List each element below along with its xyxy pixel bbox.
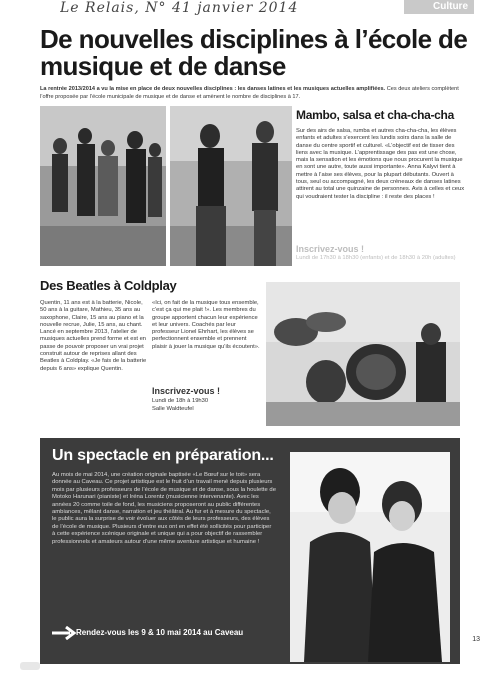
dance-photo-couples bbox=[40, 106, 166, 266]
mambo-text-quote: «L’objectif est de tisser des liens avec la musique. L’apprentissage des pas est une chose, mais la sensation et les émotions que nous procurent la musique en sont une autre, toute aussi importante». Anna Kalyvi tient à mettre à l’aise ses élèves, pour la plupart débutants. Ouvert à tous, seul ou accompagné, les deux créneaux de danses latines attirent au total une quinzaine de personnes. Avis à celles et ceux qui voudraient tester la discipline : il reste des places ! bbox=[296, 142, 465, 200]
spectacle-cta: Rendez-vous les 9 & 10 mai 2014 au Caveau bbox=[76, 628, 244, 637]
band-photo bbox=[266, 282, 460, 426]
beatles-title: Des Beatles à Coldplay bbox=[40, 278, 177, 293]
scan-mark bbox=[20, 662, 40, 670]
page-headline: De nouvelles disciplines à l’école de musique et de danse bbox=[40, 24, 468, 81]
spectacle-title: Un spectacle en préparation... bbox=[52, 447, 274, 464]
mambo-inscription-title: Inscrivez-vous ! bbox=[296, 244, 365, 254]
mambo-text-intro: Sur des airs de salsa, rumba et autres cha-cha-cha, les élèves enfants et adultes s’exercent les lundis soirs dans la salle de danse du centre sportif et culturel. bbox=[296, 128, 457, 149]
spectacle-text: Au mois de mai 2014, une création originale baptisée «Le Bœuf sur le toit» sera donnée au Caveau. Ce projet artistique est le fruit d’un travail mené depuis plusieurs mois par plusieurs professeurs de l’école de musique et de danse, sous la houlette de Motoko Harunari (pianiste) et Iréna Lorentz (musicienne intervenante). Avec les années 20 comme toile de fond, les musiciens proposeront au public différentes ambiances, mêlant danse, narration et jeu théâtral. Au fur et à mesure du spectacle, le public aura la surprise de voir évoluer aux côtés de leurs professeurs, des élèves de l’école de musique. Plusieurs d’entre eux ont en effet été sollicités pour participer à cette expérience scénique originale et unique qui a pour objectif de rassembler professionnels et amateurs autour d’une même aventure artistique et humaine ! bbox=[52, 472, 276, 545]
mambo-title: Mambo, salsa et cha-cha-cha bbox=[296, 108, 454, 122]
dance-photo-teacher bbox=[170, 106, 292, 266]
lead-bold: La rentrée 2013/2014 a vu la mise en place de deux nouvelles disciplines : les danses latines et les musiques actuelles amplifiées. bbox=[40, 86, 386, 92]
spectacle-photo bbox=[290, 452, 450, 662]
mambo-text bbox=[296, 128, 466, 201]
lead-rest: Ces deux ateliers complètent l’offre proposée par l’école municipale de musique et de danse et amènent le nombre de disciplines à 17. bbox=[40, 86, 459, 100]
page-number: 13 bbox=[472, 636, 480, 643]
beatles-col2: «Ici, on fait de la musique tous ensemble, c’est ça qui me plait !». Les membres du groupe apportent chacun leur expérience et leur univers. Coachés par leur professeur Lionel Ehrhart, les élèves se perfectionnent ensemble et prennent plaisir à jouer la musique qu’ils écoutent». bbox=[152, 300, 260, 350]
section-tag: Culture bbox=[404, 0, 474, 14]
handwritten-issue-note: Le Relais, N° 41 janvier 2014 bbox=[60, 0, 299, 16]
beatles-inscription-title: Inscrivez-vous ! bbox=[152, 386, 221, 396]
beatles-col1: Quentin, 11 ans est à la batterie, Nicole, 50 ans à la guitare, Mathieu, 35 ans au saxophone, Claire, 15 ans au piano et la nouvelle recrue, Julie, 15 ans, au chant. Lancé en septembre 2013, l’atelier de musiques actuelles prend forme et est en passe de pouvoir proposer un vrai projet construit autour de reprises allant des Beatles à Coldplay. «Je fais de la batterie depuis 6 ans» explique Quentin. bbox=[40, 300, 147, 372]
beatles-inscription-place: Salle Waldteufel bbox=[152, 406, 194, 412]
mambo-inscription-schedule: Lundi de 17h30 à 18h30 (enfants) et de 18h30 à 20h (adultes) bbox=[296, 255, 456, 261]
beatles-inscription-time: Lundi de 18h à 19h30 bbox=[152, 398, 209, 404]
lead-paragraph bbox=[40, 86, 460, 101]
